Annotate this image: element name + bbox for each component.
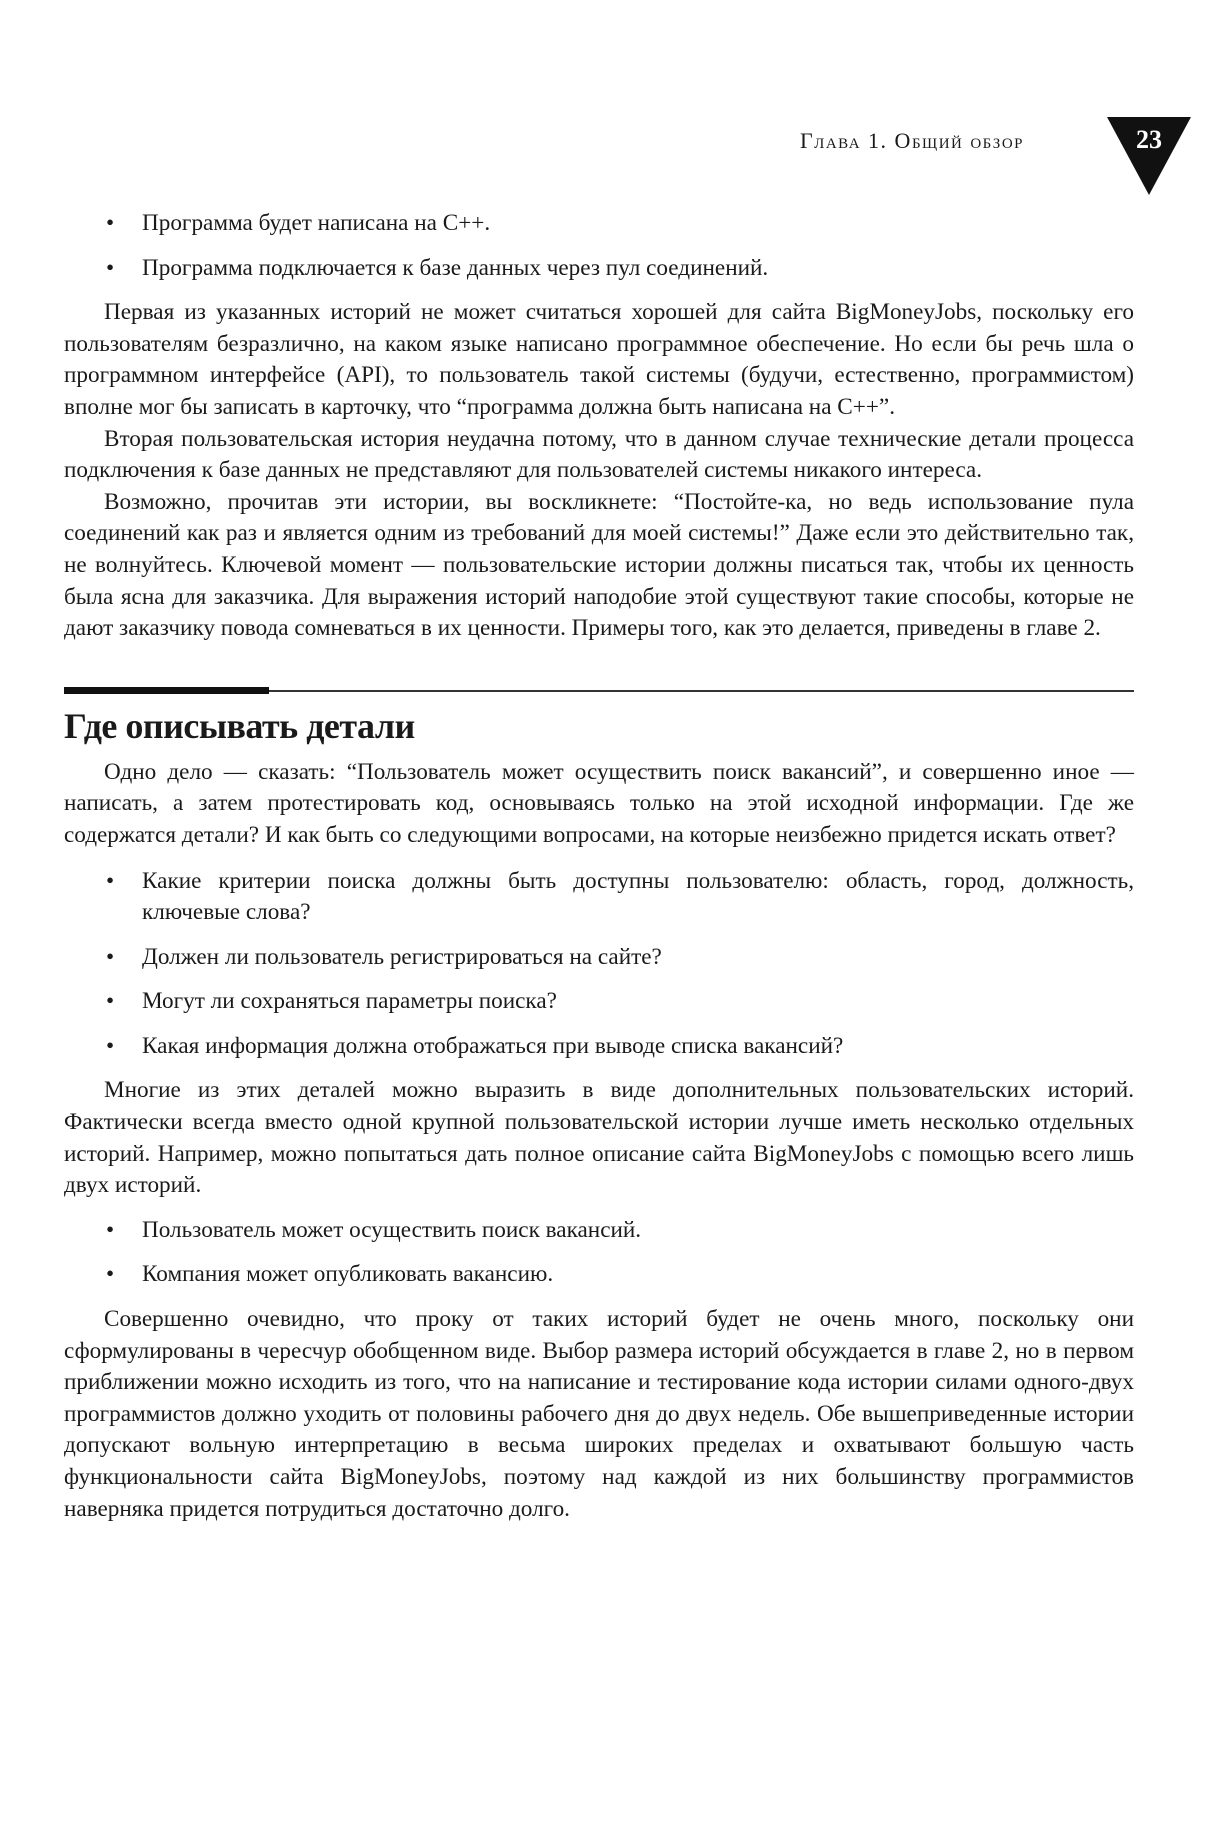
divider-thick-bar xyxy=(64,687,269,694)
bullet-icon: • xyxy=(106,988,115,1015)
section-divider xyxy=(64,687,1134,695)
list-item-text: Программа будет написана на С++. xyxy=(142,210,491,236)
bullet-icon: • xyxy=(106,1032,115,1059)
book-page xyxy=(64,0,1162,1847)
list-item xyxy=(64,1031,1134,1063)
page-content xyxy=(64,208,1134,1525)
bullet-icon: • xyxy=(106,1216,115,1243)
paragraph: Первая из указанных историй не может считаться хорошей для сайта BigMoneyJobs, поскольку его пользователям безразлично, на каком языке написано программное обеспечение. Но если бы речь шла о программном интерфейсе (API), то пользователь такой системы (будучи, естественно, программистом) вполне мог бы записать в карточку, что “программа должна быть написана на С++”. xyxy=(64,299,1134,420)
bullet-icon: • xyxy=(106,943,115,970)
list-item xyxy=(64,866,1134,929)
list-item-text: Должен ли пользователь регистрироваться на сайте? xyxy=(142,943,662,970)
page-number-marker xyxy=(1107,117,1191,195)
list-item-text: Компания может опубликовать вакансию. xyxy=(142,1261,554,1288)
list-item-text: Могут ли сохраняться параметры поиска? xyxy=(142,988,557,1015)
bad-stories-list xyxy=(64,208,1134,284)
paragraph: Многие из этих деталей можно выразить в виде дополнительных пользовательских историй. Фактически всегда вместо одной крупной пользовательской истории лучше иметь несколько отдельных историй. Например, можно попытаться дать полное описание сайта BigMoneyJobs с помощью всего лишь двух историй. xyxy=(64,1077,1134,1199)
questions-list xyxy=(64,866,1134,1063)
list-item xyxy=(64,1259,1134,1291)
paragraph: Возможно, прочитав эти истории, вы воскликнете: “Постойте-ка, но ведь использование пула соединений как раз и является одним из требований для моей системы!” Даже если это действительно так, не волнуйтесь. Ключевой момент — пользовательские истории должны писаться так, чтобы их ценность была ясна для заказчика. Для выражения историй наподобие этой существуют такие способы, которые не дают заказчику повода сомневаться в их ценности. Примеры того, как это делается, приведены в главе 2. xyxy=(64,488,1134,642)
list-item xyxy=(64,1215,1134,1247)
section-heading: Где описывать детали xyxy=(64,705,415,746)
list-item-text: Программа подключается к базе данных через пул соединений. xyxy=(142,254,769,281)
list-item-text: Какие критерии поиска должны быть доступны пользователю: область, город, должность, ключевые слова? xyxy=(142,867,1134,926)
list-item xyxy=(64,986,1134,1018)
list-item xyxy=(64,942,1134,974)
bullet-icon: • xyxy=(106,1261,115,1288)
list-item xyxy=(64,253,1134,285)
list-item-text: Какая информация должна отображаться при выводе списка вакансий? xyxy=(142,1032,844,1059)
paragraph: Одно дело — сказать: “Пользователь может осуществить поиск вакансий”, и совершенно иное — написать, а затем протестировать код, основываясь только на этой исходной информации. Где же содержатся детали? И как быть со следующими вопросами, на которые неизбежно придется искать ответ? xyxy=(64,758,1134,848)
list-item xyxy=(64,208,1134,240)
list-item-text: Пользователь может осуществить поиск вакансий. xyxy=(142,1216,642,1243)
bullet-icon: • xyxy=(106,867,115,894)
page-number: 23 xyxy=(1136,125,1162,154)
paragraph: Вторая пользовательская история неудачна потому, что в данном случае технические детали процесса подключения к базе данных не представляют для пользователей системы никакого интереса. xyxy=(64,425,1134,484)
bullet-icon: • xyxy=(106,254,115,281)
bullet-icon: • xyxy=(106,210,115,236)
running-header: Глава 1. Общий обзор xyxy=(799,128,1024,153)
paragraph: Совершенно очевидно, что проку от таких историй будет не очень много, поскольку они сформулированы в чересчур обобщенном виде. Выбор размера историй обсуждается в главе 2, но в первом приближении можно исходить из того, что на написание и тестирование кода истории силами одного-двух программистов должно уходить от половины рабочего дня до двух недель. Обе вышеприведенные истории допускают вольную интерпретацию в весьма широких пределах и охватывают большую часть функциональности сайта BigMoneyJobs, поэтому над каждой из них большинству программистов наверняка придется потрудиться достаточно долго. xyxy=(64,1306,1134,1522)
stories-list xyxy=(64,1215,1134,1291)
